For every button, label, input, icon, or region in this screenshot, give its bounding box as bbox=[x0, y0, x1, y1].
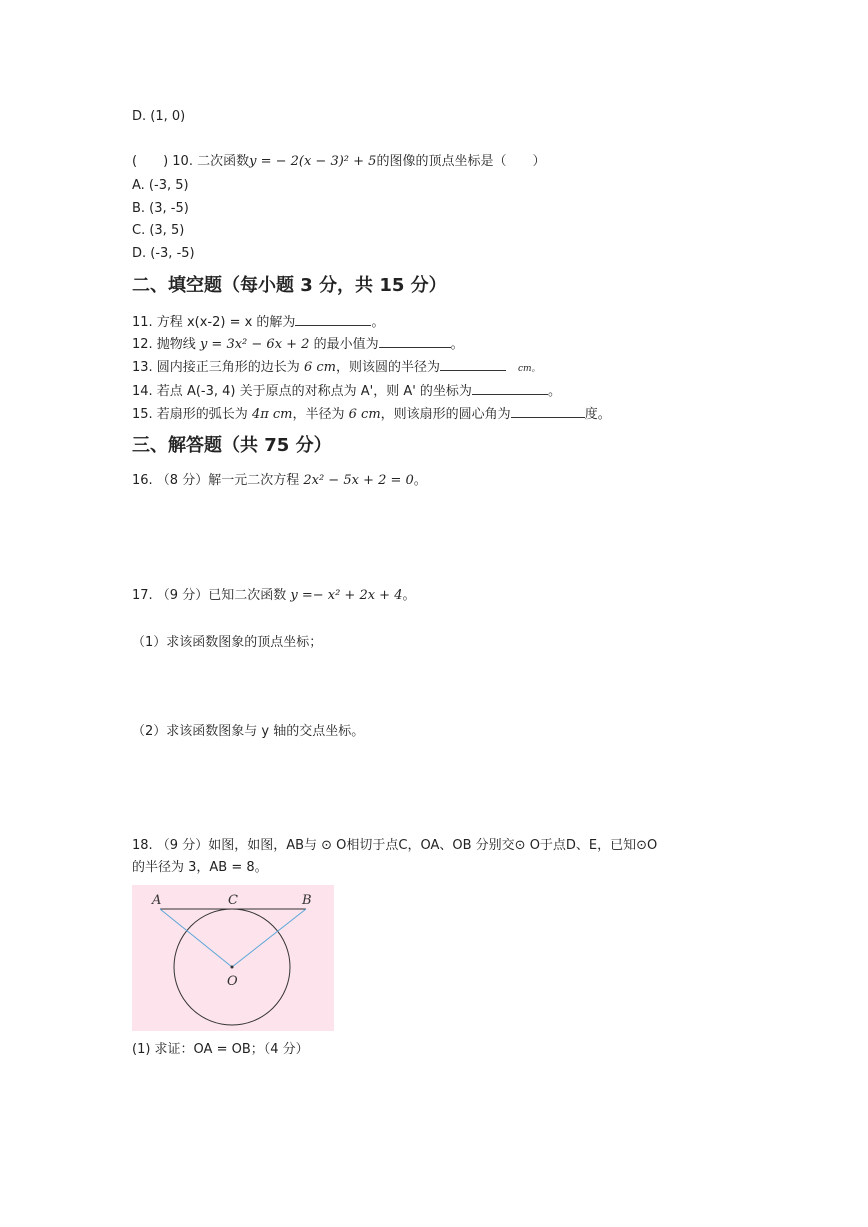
q16-end: 。 bbox=[413, 473, 427, 488]
q10-suffix: 的图像的顶点坐标是（ ） bbox=[376, 154, 546, 169]
q16 bbox=[132, 471, 427, 491]
q14-text: 14. 若点 A(-3, 4) 关于原点的对称点为 A'，则 A' 的坐标为 bbox=[132, 384, 472, 399]
q16-prefix: 16. （8 分）解一元二次方程 bbox=[132, 473, 304, 488]
q11-formula: x(x-2) = x bbox=[186, 315, 253, 330]
q13-prefix: 13. 圆内接正三角形的边长为 bbox=[132, 360, 304, 375]
q11-answer-blank bbox=[295, 312, 371, 326]
q10-option-d: D. (-3, -5) bbox=[132, 246, 195, 261]
q12-end: 。 bbox=[450, 337, 464, 352]
q15-suffix: ，则该扇形的圆心角为 bbox=[380, 407, 511, 422]
q17-end: 。 bbox=[402, 588, 416, 603]
q12 bbox=[132, 334, 464, 355]
q16-formula: 2x² − 5x + 2 = 0 bbox=[303, 473, 414, 488]
q14 bbox=[132, 381, 561, 402]
section3-heading: 三、解答题（共 75 分） bbox=[132, 435, 332, 456]
q14-end: 。 bbox=[547, 384, 561, 399]
q17-part2: （2）求该函数图象与 y 轴的交点坐标。 bbox=[132, 724, 365, 739]
q11-end: 。 bbox=[371, 315, 385, 330]
q12-prefix: 12. 抛物线 bbox=[132, 337, 200, 352]
q13-answer-blank bbox=[440, 357, 506, 371]
q12-formula: y = 3x² − 6x + 2 bbox=[199, 337, 310, 352]
q13-suffix: ，则该圆的半径为 bbox=[335, 360, 440, 375]
center-point bbox=[231, 966, 234, 969]
q10-option-c: C. (3, 5) bbox=[132, 223, 185, 238]
q15-prefix: 15. 若扇形的弧长为 bbox=[132, 407, 252, 422]
q15-end: 度。 bbox=[584, 407, 611, 422]
label-a: A bbox=[152, 893, 162, 908]
q15-formula-radius: 6 cm bbox=[348, 407, 381, 422]
segment-oa bbox=[160, 909, 232, 967]
q10-formula: y = − 2(x − 3)² + 5 bbox=[249, 154, 377, 169]
q15-middle: ，半径为 bbox=[292, 407, 349, 422]
label-b: B bbox=[302, 893, 312, 908]
q14-answer-blank bbox=[472, 381, 548, 395]
tangent-circle-figure bbox=[132, 885, 334, 1031]
q10-option-a: A. (-3, 5) bbox=[132, 178, 189, 193]
q11-prefix: 11. 方程 bbox=[132, 315, 187, 330]
q15 bbox=[132, 404, 611, 425]
q9-option-d: D. (1, 0) bbox=[132, 109, 186, 124]
q13 bbox=[132, 357, 541, 379]
q10-option-b: B. (3, -5) bbox=[132, 201, 189, 216]
q17-part1: （1）求该函数图象的顶点坐标； bbox=[132, 635, 323, 650]
q11-suffix: 的解为 bbox=[252, 315, 296, 330]
segment-ob bbox=[232, 909, 306, 967]
q15-formula-arc: 4π cm bbox=[251, 407, 293, 422]
q15-answer-blank bbox=[511, 404, 585, 418]
section2-heading: 二、填空题（每小题 3 分，共 15 分） bbox=[132, 275, 447, 296]
q18-line1: 18. （9 分）如图，如图，AB与 ⊙ O相切于点C，OA、OB 分别交⊙ O于点D、E，已知⊙O bbox=[132, 838, 658, 853]
q17-prefix: 17. （9 分）已知二次函数 bbox=[132, 588, 291, 603]
q12-suffix: 的最小值为 bbox=[309, 337, 379, 352]
q17-formula: y =− x² + 2x + 4 bbox=[290, 588, 403, 603]
label-o: O bbox=[227, 974, 238, 989]
q13-unit: cm。 bbox=[517, 364, 541, 374]
q12-answer-blank bbox=[379, 334, 451, 348]
label-c: C bbox=[228, 893, 238, 908]
q10-prefix: ( ) 10. 二次函数 bbox=[132, 154, 250, 169]
q11 bbox=[132, 312, 384, 333]
q17 bbox=[132, 586, 415, 606]
q13-formula: 6 cm bbox=[303, 360, 336, 375]
q18-part1: (1) 求证：OA = OB；（4 分） bbox=[132, 1042, 309, 1057]
q10-stem bbox=[132, 152, 545, 172]
q18-line2: 的半径为 3，AB = 8。 bbox=[132, 860, 268, 875]
